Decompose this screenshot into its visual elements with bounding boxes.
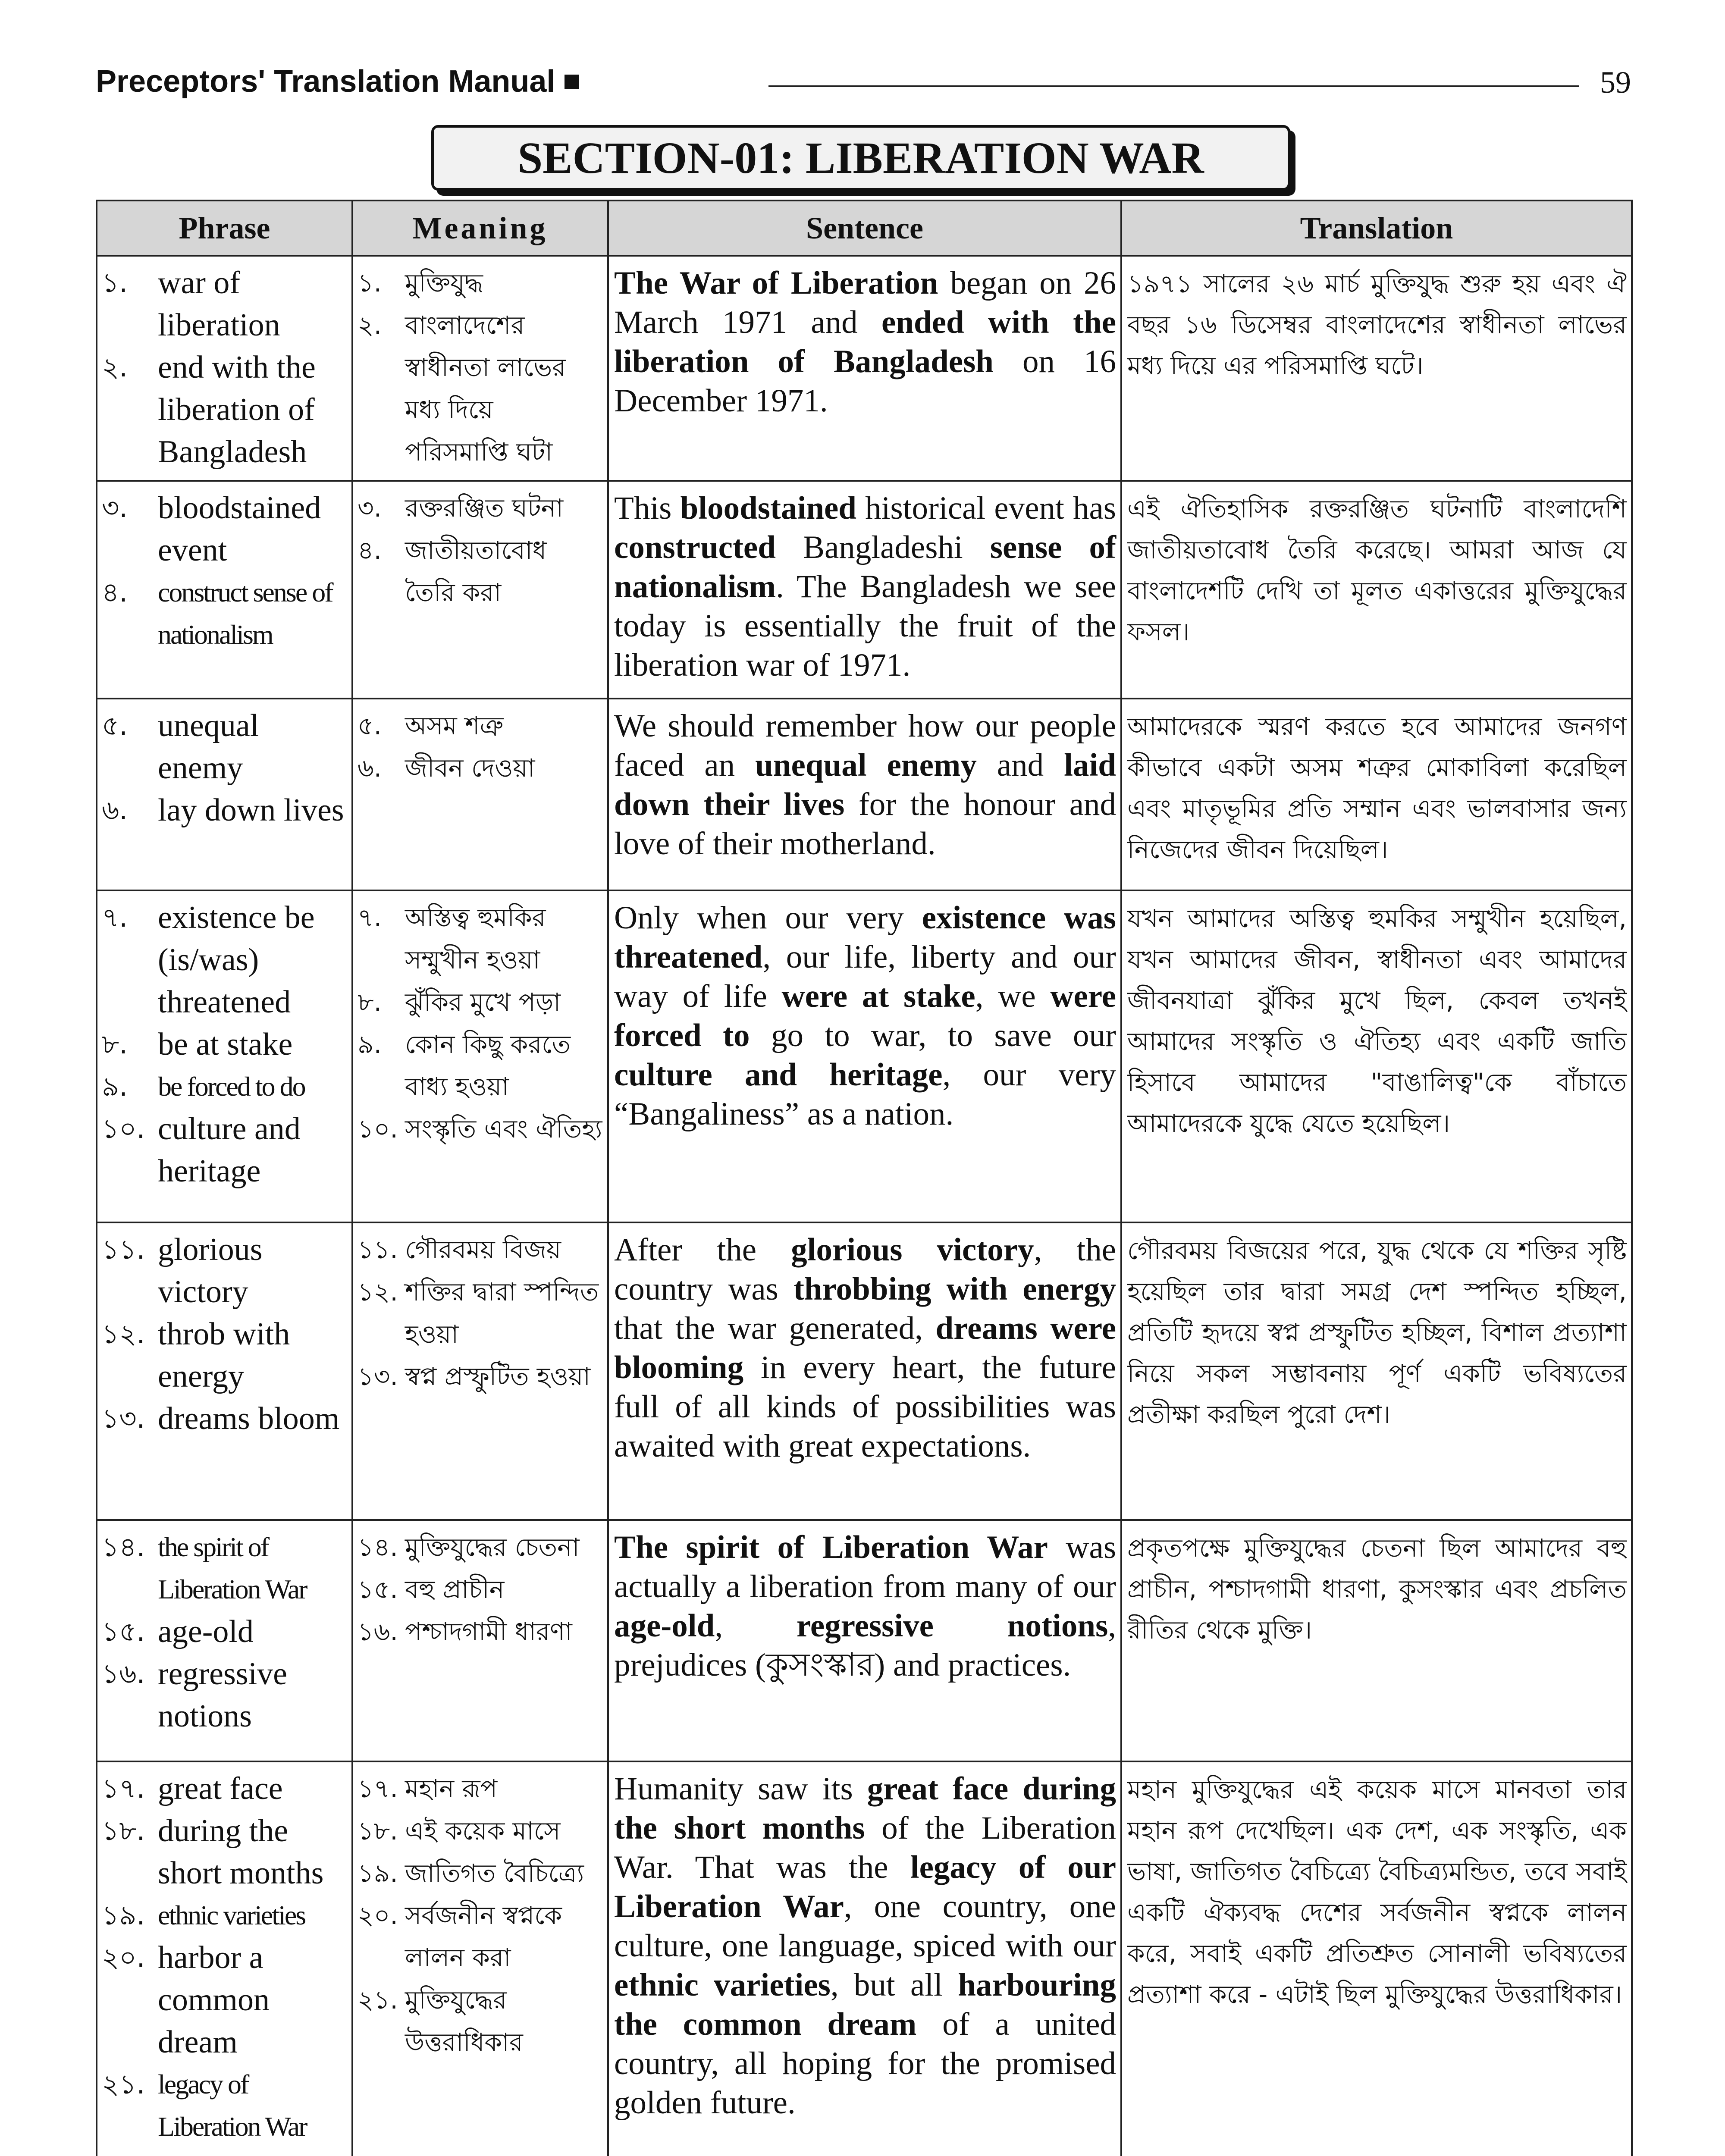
sentence-cell [608,1761,1121,2156]
page-header [96,60,1631,107]
table-row [97,890,1632,1222]
sentence-text: in every heart, the future full of all kinds of possibilities was awaited with great expectations. [614,1350,1116,1464]
sentence-key-phrase: were at stake [781,978,975,1014]
translation-cell: ১৯৭১ সালের ২৬ মার্চ মুক্তিযুদ্ধ শুরু হয় এবং ঐ বছর ১৬ ডিসেম্বর বাংলাদেশের স্বাধীনতা লাভের মধ্য দিয়ে এর পরিসমাপ্তি ঘটে। [1121,256,1632,481]
phrase-text: end with the liberation of Bangladesh [158,350,316,470]
meaning-item [358,1852,603,1894]
phrase-number: ১৪. [102,1531,145,1563]
phrase-item [102,346,347,473]
phrase-cell [97,890,352,1222]
sentence-cell [608,699,1121,890]
meaning-number: ৫. [358,711,382,740]
phrase-number: ১. [102,267,128,298]
meaning-text: বাংলাদেশের স্বাধীনতা লাভের মধ্য দিয়ে পরিসমাপ্তি ঘটা [405,310,566,467]
sentence-cell [608,890,1121,1222]
meaning-cell [352,1520,608,1761]
column-header-phrase: Phrase [97,201,352,256]
sentence-text: go to war, to save our [750,1018,1116,1053]
phrase-text: construct sense of nationalism [158,577,332,650]
meaning-text: জাতীয়তাবোধ তৈরি করা [405,536,547,607]
sentence-text: , one country, one culture, one language, spiced with our [614,1889,1116,1964]
meaning-number: ৭. [358,903,382,932]
meaning-item [358,1568,603,1611]
meaning-text: অসম শত্রু [405,711,504,740]
table-header-row [97,201,1632,256]
translation-cell: গৌরবময় বিজয়ের পরে, যুদ্ধ থেকে যে শক্তির সৃষ্টি হয়েছিল তার দ্বারা সমগ্র দেশ স্পন্দিত হচ্ছিল, প্রতিটি হৃদয়ে স্বপ্ন প্রস্ফুটিত হচ্ছিল, বিশাল প্রত্যাশা নিয়ে সকল সম্ভাবনায় পূর্ণ একটি ভবিষ্যতের প্রতীক্ষা করছিল পুরো দেশ। [1121,1222,1632,1520]
meaning-text: পশ্চাদগামী ধারণা [405,1617,572,1646]
table-row [97,1761,1632,2156]
sentence-text: , but all [830,1967,958,2003]
phrase-item [102,1313,347,1398]
phrase-item [102,1611,347,1653]
phrase-item [102,1937,347,2063]
sentence-key-phrase: sense of nationalism [614,530,1116,605]
sentence-text: , prejudices (কুসংস্কার) and practices. [614,1608,1116,1683]
phrase-cell [97,1222,352,1520]
meaning-number: ৮. [358,987,382,1017]
sentence-key-phrase: The War of Liberation [614,265,938,301]
meaning-item [358,1355,603,1398]
meaning-text: সর্বজনীন স্বপ্নকে লালন করা [405,1901,562,1972]
meaning-cell [352,699,608,890]
phrase-text: during the short months [158,1813,324,1891]
meaning-item [358,1271,603,1355]
meaning-item [358,1526,603,1568]
phrase-text: age-old [158,1614,254,1649]
table-row [97,256,1632,481]
meaning-text: মুক্তিযুদ্ধের উত্তরাধিকার [405,1985,523,2057]
sentence-text: Only when our very [614,900,922,936]
phrase-text: the spirit of Liberation War [158,1532,307,1604]
meaning-text: জাতিগত বৈচিত্র্যে [405,1858,584,1888]
table-row [97,1520,1632,1761]
meaning-number: ১৯. [358,1858,398,1888]
phrase-text: regressive notions [158,1656,287,1734]
sentence-text: We should remember how our people faced an [614,708,1116,783]
meaning-number: ৯. [358,1030,382,1059]
sentence-text: and [976,747,1064,783]
meaning-number: ১৫. [358,1575,398,1604]
phrase-text: war of liberation [158,265,280,343]
meaning-number: ১৬. [358,1617,398,1646]
meaning-item [358,529,603,614]
section-title: SECTION-01: LIBERATION WAR [431,125,1290,191]
phrase-item [102,1398,347,1440]
sentence-text: of a united country, all hoping for the promised golden future. [614,2006,1116,2121]
sentence-key-phrase: harbouring the common dream [614,1967,1116,2042]
sentence-text: , [715,1608,797,1644]
meaning-cell [352,481,608,699]
meaning-item [358,1108,603,1150]
meaning-item [358,1979,603,2063]
meaning-item [358,896,603,981]
phrase-number: ৮. [102,1028,128,1060]
phrase-number: ১৩. [102,1403,145,1434]
sentence-key-phrase: dreams were blooming [614,1310,1116,1385]
sentence-text: , our life, liberty and our way of life [614,939,1116,1014]
sentence-text: began on 26 March 1971 and [614,265,1116,340]
meaning-text: জীবন দেওয়া [405,753,535,783]
phrase-item [102,1526,347,1611]
meaning-number: ২. [358,310,382,340]
meaning-text: ঝুঁকির মুখে পড়া [405,987,561,1017]
phrase-item [102,1023,347,1065]
meaning-number: ১৩. [358,1362,398,1391]
column-header-meaning: Meaning [352,201,608,256]
phrase-item [102,1065,347,1108]
phrase-number: ২০. [102,1942,145,1973]
sentence-text: of the Liberation War. That was the [614,1810,1116,1885]
sentence-key-phrase: age-old [614,1608,715,1644]
sentence-text: that the war generated, [614,1310,936,1346]
sentence-text: for the honour and love of their motherland. [614,787,1116,862]
meaning-number: ৩. [358,493,382,523]
sentence-text: . The Bangladesh we see today is essentially the fruit of the liberation war of 1971. [614,569,1116,683]
phrase-number: ৩. [102,492,128,523]
meaning-cell [352,890,608,1222]
meaning-text: সংস্কৃতি এবং ঐতিহ্য [405,1114,602,1144]
phrase-item [102,1810,347,1894]
sentence-key-phrase: laid down their lives [614,747,1116,822]
translation-cell: মহান মুক্তিযুদ্ধের এই কয়েক মাসে মানবতা তার মহান রূপ দেখেছিল। এক দেশ, এক সংস্কৃতি, এক ভাষা, জাতিগত বৈচিত্র্যে বৈচিত্র্যমন্ডিত, তবে সবাই একটি ঐক্যবদ্ধ দেশের সর্বজনীন স্বপ্নকে লালন করে, সবাই একটি প্রতিশ্রুত সোনালী ভবিষ্যতের প্রত্যাশা করে - এটাই ছিল মুক্তিযুদ্ধের উত্তরাধিকার। [1121,1761,1632,2156]
sentence-key-phrase: were forced to [614,978,1116,1053]
sentence-key-phrase: existence was threatened [614,900,1116,975]
phrase-item [102,262,347,346]
phrase-text: be at stake [158,1027,293,1062]
meaning-item [358,1611,603,1653]
meaning-text: স্বপ্ন প্রস্ফুটিত হওয়া [405,1362,591,1391]
meaning-cell [352,1761,608,2156]
phrase-cell [97,699,352,890]
meaning-item [358,1228,603,1271]
meaning-number: ১৮. [358,1816,398,1846]
header-rule [768,85,1579,87]
translation-cell: আমাদেরকে স্মরণ করতে হবে আমাদের জনগণ কীভাবে একটা অসম শত্রুর মোকাবিলা করেছিল এবং মাতৃভূমির প্রতি সম্মান এবং ভালবাসার জন্য নিজেদের জীবন দিয়েছিল। [1121,699,1632,890]
book-title: Preceptors' Translation Manual [96,64,579,99]
meaning-number: ১. [358,268,382,298]
meaning-text: এই কয়েক মাসে [405,1816,561,1846]
phrase-text: unequal enemy [158,708,259,786]
meaning-text: মুক্তিযুদ্ধ [405,268,483,298]
meaning-number: ১২. [358,1277,398,1307]
phrase-table [96,200,1633,2156]
phrase-text: dreams bloom [158,1401,340,1436]
phrase-item [102,1108,347,1192]
sentence-key-phrase: culture and heritage [614,1057,943,1093]
phrase-text: great face [158,1771,283,1806]
sentence-text: , the country was [614,1232,1116,1307]
phrase-item [102,571,347,656]
phrase-number: ১১. [102,1234,145,1265]
sentence-text: Humanity saw its [614,1771,867,1807]
sentence-cell [608,481,1121,699]
meaning-text: মহান রূপ [405,1774,498,1803]
meaning-item [358,487,603,529]
meaning-text: শক্তির দ্বারা স্পন্দিত হওয়া [405,1277,599,1349]
phrase-item [102,487,347,571]
phrase-item [102,896,347,1023]
sentence-key-phrase: The spirit of Liberation War [614,1529,1048,1565]
phrase-text: glorious victory [158,1232,263,1310]
meaning-text: রক্তরঞ্জিত ঘটনা [405,493,564,523]
phrase-item [102,1228,347,1313]
table-row [97,481,1632,699]
table-row [97,1222,1632,1520]
phrase-number: ২. [102,351,128,383]
phrase-text: lay down lives [158,793,344,828]
table-row [97,699,1632,890]
meaning-cell [352,1222,608,1520]
sentence-key-phrase: throbbing with energy [793,1271,1116,1307]
meaning-item [358,705,603,747]
sentence-text: , we [975,978,1051,1014]
meaning-cell [352,256,608,481]
phrase-number: ১৭. [102,1773,145,1804]
sentence-key-phrase: ethnic varieties [614,1967,831,2003]
sentence-cell [608,256,1121,481]
meaning-text: কোন কিছু করতে বাধ্য হওয়া [405,1030,571,1101]
meaning-number: ১০. [358,1114,398,1144]
meaning-text: বহু প্রাচীন [405,1575,505,1604]
sentence-text: on 16 December 1971. [614,344,1116,419]
phrase-cell [97,256,352,481]
square-bullet-icon [565,75,579,89]
phrase-cell [97,1520,352,1761]
translation-cell: প্রকৃতপক্ষে মুক্তিযুদ্ধের চেতনা ছিল আমাদের বহু প্রাচীন, পশ্চাদগামী ধারণা, কুসংস্কার এবং প্রচলিত রীতির থেকে মুক্তি। [1121,1520,1632,1761]
phrase-number: ১৮. [102,1815,145,1846]
phrase-number: ১৯. [102,1899,145,1931]
sentence-text: historical event has [856,490,1116,526]
phrase-number: ১৫. [102,1616,145,1647]
phrase-number: ৭. [102,902,128,933]
phrase-text: bloodstained event [158,490,321,568]
sentence-key-phrase: constructed [614,530,776,565]
meaning-number: ৪. [358,536,382,565]
phrase-text: existence be (is/was) threatened [158,900,315,1020]
meaning-text: গৌরবময় বিজয় [405,1235,561,1264]
sentence-text: was actually a liberation from many of our [614,1529,1117,1604]
phrase-number: ১৬. [102,1658,145,1689]
phrase-number: ৪. [102,577,128,608]
sentence-text: Bangladeshi [775,530,990,565]
phrase-number: ৯. [102,1071,128,1102]
phrase-text: ethnic varieties [158,1900,305,1930]
sentence-text: , our very “Bangaliness” as a nation. [614,1057,1116,1132]
phrase-cell [97,1761,352,2156]
meaning-number: ১৪. [358,1532,398,1562]
sentence-key-phrase: glorious victory [791,1232,1034,1268]
phrase-text: be forced to do [158,1071,305,1102]
sentence-key-phrase: unequal enemy [755,747,977,783]
meaning-number: ২১. [358,1985,398,2015]
phrase-number: ২১. [102,2068,145,2100]
translation-cell: এই ঐতিহাসিক রক্তরঞ্জিত ঘটনাটি বাংলাদেশি জাতীয়তাবোধ তৈরি করেছে। আমরা আজ যে বাংলাদেশটি দেখি তা মূলত একাত্তরের মুক্তিযুদ্ধের ফসল। [1121,481,1632,699]
sentence-key-phrase: regressive notions [796,1608,1108,1644]
phrase-item [102,789,347,831]
phrase-item [102,705,347,789]
phrase-text: throb with energy [158,1316,290,1394]
meaning-number: ১১. [358,1235,398,1264]
meaning-number: ২০. [358,1901,398,1930]
column-header-translation: Translation [1121,201,1632,256]
phrase-item [102,1894,347,1937]
sentence-cell [608,1520,1121,1761]
meaning-item [358,981,603,1023]
sentence-key-phrase: bloodstained [680,490,856,526]
meaning-text: মুক্তিযুদ্ধের চেতনা [405,1532,580,1562]
sentence-key-phrase: legacy of our Liberation War [614,1849,1117,1924]
meaning-item [358,1767,603,1810]
sentence-key-phrase: great face during the short months [614,1771,1116,1846]
meaning-text: অস্তিত্ব হুমকির সম্মুখীন হওয়া [405,903,546,975]
sentence-key-phrase: ended with the liberation of Bangladesh [614,304,1117,379]
meaning-number: ১৭. [358,1774,398,1803]
phrase-number: ১০. [102,1113,145,1144]
sentence-cell [608,1222,1121,1520]
phrase-text: harbor a common dream [158,1940,270,2060]
page-number: 59 [1600,65,1631,100]
phrase-number: ৬. [102,794,128,826]
meaning-item [358,262,603,304]
meaning-item [358,1810,603,1852]
phrase-item [102,1653,347,1737]
meaning-item [358,1023,603,1108]
translation-cell: যখন আমাদের অস্তিত্ব হুমকির সম্মুখীন হয়েছিল, যখন আমাদের জীবন, স্বাধীনতা এবং আমাদের জীবনযাত্রা ঝুঁকির মুখে ছিল, কেবল তখনই আমাদের সংস্কৃতি ও ঐতিহ্য এবং একটি জাতি হিসাবে আমাদের "বাঙালিত্ব"কে বাঁচাতে আমাদেরকে যুদ্ধে যেতে হয়েছিল। [1121,890,1632,1222]
phrase-number: ৫. [102,710,128,741]
meaning-number: ৬. [358,753,382,783]
sentence-text: After the [614,1232,791,1268]
phrase-text: culture and heritage [158,1111,301,1189]
meaning-item [358,747,603,789]
phrase-item [102,1767,347,1810]
meaning-item [358,304,603,473]
phrase-number: ১২. [102,1318,145,1350]
phrase-item [102,2063,347,2148]
phrase-cell [97,481,352,699]
sentence-text: This [614,490,681,526]
phrase-text: legacy of Liberation War [158,2069,307,2142]
meaning-item [358,1894,603,1979]
column-header-sentence: Sentence [608,201,1121,256]
